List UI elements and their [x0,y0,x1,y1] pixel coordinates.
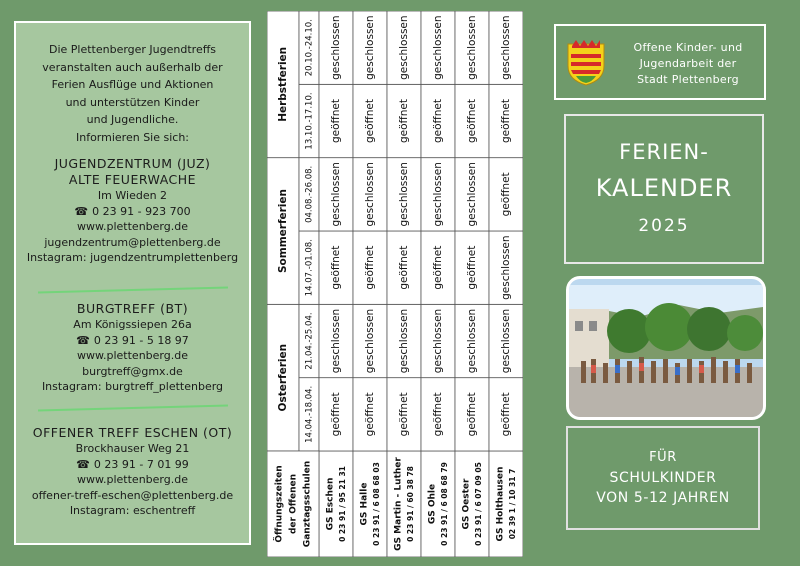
school-schedule-panel [266,10,522,556]
juz-email[interactable]: jugendzentrum@plettenberg.de [44,235,221,249]
school-phone: 0 23 91 / 6 08 68 03 [372,462,381,546]
school-phone: 0 23 91 / 60 38 78 [406,466,415,542]
status-text: geschlossen [500,15,512,80]
school-header-cell [489,451,523,557]
kids-line-2: SCHULKINDER [609,470,717,486]
logo-line: Stadt Plettenberg [637,73,739,86]
status-text: geöffnet [466,98,478,144]
status-text: geöffnet [432,245,444,290]
status-text: geöffnet [500,392,512,437]
bt-block [16,301,249,395]
status-text: geschlossen [330,308,342,374]
logo-text [614,40,762,88]
ot-instagram[interactable]: Instagram: eschentreff [69,504,196,517]
status-text: geschlossen [500,235,512,300]
photo-kids-playing [566,276,766,420]
period-label: 14.07.-01.08. [304,239,315,297]
ot-block [16,425,249,519]
intro-line: und unterstützen Kinder [65,95,200,109]
school-name: GS Martin - Luther [393,457,404,551]
juz-phone-line [16,204,249,220]
school-phone: 0 23 91 / 6 07 09 05 [474,462,483,546]
juz-web[interactable]: www.plettenberg.de [77,220,188,233]
target-group-box [566,426,760,530]
intro-line: Informieren Sie sich: [75,130,190,144]
status-text: geöffnet [500,98,512,144]
ot-address: Brockhauser Weg 21 [75,442,190,455]
school-name: GS Halle [359,482,370,526]
logo-line: Offene Kinder- und [633,41,743,54]
separator-line [38,405,228,412]
juz-address: Im Wieden 2 [97,189,168,202]
bt-instagram[interactable]: Instagram: burgtreff_plettenberg [41,380,224,393]
group-label: Herbstferien [277,46,289,122]
bt-phone: 0 23 91 - 5 18 97 [93,333,189,347]
period-label: 13.10.-17.10. [304,92,315,150]
period-label: 14.04.-18.04. [304,385,315,443]
status-text: geöffnet [466,392,478,437]
period-label: 20.10.-24.10. [304,19,315,77]
bt-address: Am Königssiepen 26a [73,318,192,331]
status-text: geschlossen [330,15,342,80]
bt-web[interactable]: www.plettenberg.de [77,349,188,362]
ot-email[interactable]: offener-treff-eschen@plettenberg.de [31,488,234,502]
status-text: geschlossen [466,162,478,227]
title-line-1: FERIEN- [619,140,709,164]
juz-subtitle: ALTE FEUERWACHE [68,172,197,187]
status-text: geschlossen [432,308,444,374]
status-text: geschlossen [398,15,410,80]
status-text: geöffnet [398,98,410,144]
kids-line-3: VON 5-12 JAHREN [596,490,730,506]
bt-title: BURGTREFF (BT) [76,301,189,316]
school-header-cell [455,451,489,557]
phone-icon: ☎ [76,333,90,347]
juz-block [16,156,249,266]
intro-line: veranstalten auch außerhalb der [42,60,223,74]
kids-line-1: FÜR [649,450,677,465]
school-header-cell [353,451,387,557]
left-panel [0,0,266,566]
phone-icon: ☎ [76,457,90,471]
juz-phone: 0 23 91 - 923 700 [92,204,191,218]
intro-line: und Jugendliche. [86,113,179,126]
status-text: geschlossen [330,162,342,227]
status-text: geschlossen [398,308,410,374]
status-text: geschlossen [466,15,478,80]
status-text: geschlossen [500,308,512,374]
juz-instagram[interactable]: Instagram: jugendzentrumplettenberg [26,251,239,264]
period-label: 04.08.-26.08. [304,165,315,223]
period-label: 21.04.-25.04. [304,312,315,370]
status-text: geöffnet [364,245,376,290]
status-text: geschlossen [364,15,376,80]
group-label: Sommerferien [277,188,289,274]
ot-phone: 0 23 91 - 7 01 99 [93,457,189,471]
school-name: GS Oester [461,478,472,530]
school-phone: 0 23 91 / 95 21 31 [338,466,347,542]
phone-icon: ☎ [74,204,89,218]
status-text: geschlossen [398,162,410,227]
photo-image [569,279,763,417]
status-text: geschlossen [364,308,376,374]
status-text: geöffnet [500,172,512,217]
main-header-text: der Offenen [288,473,299,535]
bt-email[interactable]: burgtreff@gmx.de [82,364,183,378]
school-header-cell [319,451,353,557]
status-text: geöffnet [364,98,376,144]
status-text: geschlossen [364,162,376,227]
logo-box [554,24,766,100]
school-schedule-table [267,11,523,557]
juz-title: JUGENDZENTRUM (JUZ) [54,156,211,171]
status-text: geöffnet [330,98,342,144]
status-text: geöffnet [364,392,376,437]
title-box [564,114,764,264]
status-text: geöffnet [398,392,410,437]
school-phone: 0 23 91 / 6 08 68 79 [440,462,449,546]
status-text: geöffnet [432,98,444,144]
school-name: GS Ohle [427,483,438,525]
status-text: geschlossen [432,15,444,80]
main-header-text: Öffnungszeiten [274,465,285,543]
ot-web[interactable]: www.plettenberg.de [77,473,188,486]
intro-line: Ferien Ausflüge und Aktionen [51,78,214,91]
status-text: geöffnet [466,245,478,290]
status-text: geschlossen [432,162,444,227]
school-phone: 02 39 1 / 10 31 7 [508,468,517,540]
status-text: geöffnet [330,245,342,290]
group-label: Osterferien [277,343,289,412]
separator-line [38,287,228,294]
city-crest-icon [566,38,606,86]
status-text: geöffnet [432,392,444,437]
status-text: geöffnet [398,245,410,290]
main-header-text: Ganztagsschulen [302,460,313,548]
school-header-cell [421,451,455,557]
cover-panel [538,10,786,556]
bt-phone-line [16,333,249,349]
status-text: geöffnet [330,392,342,437]
ot-phone-line [16,457,249,473]
ot-title: OFFENER TREFF ESCHEN (OT) [32,425,233,440]
intro-line: Die Plettenberger Jugendtreffs [48,43,217,56]
school-name: GS Holthausen [495,466,506,542]
logo-line: Jugendarbeit der [639,57,737,70]
status-text: geschlossen [466,308,478,374]
intro-text [16,41,249,146]
youth-centers-card [14,21,251,545]
title-year: 2025 [638,216,690,236]
school-name: GS Eschen [325,477,336,531]
school-header-cell [387,451,421,557]
title-line-2: KALENDER [595,174,733,202]
